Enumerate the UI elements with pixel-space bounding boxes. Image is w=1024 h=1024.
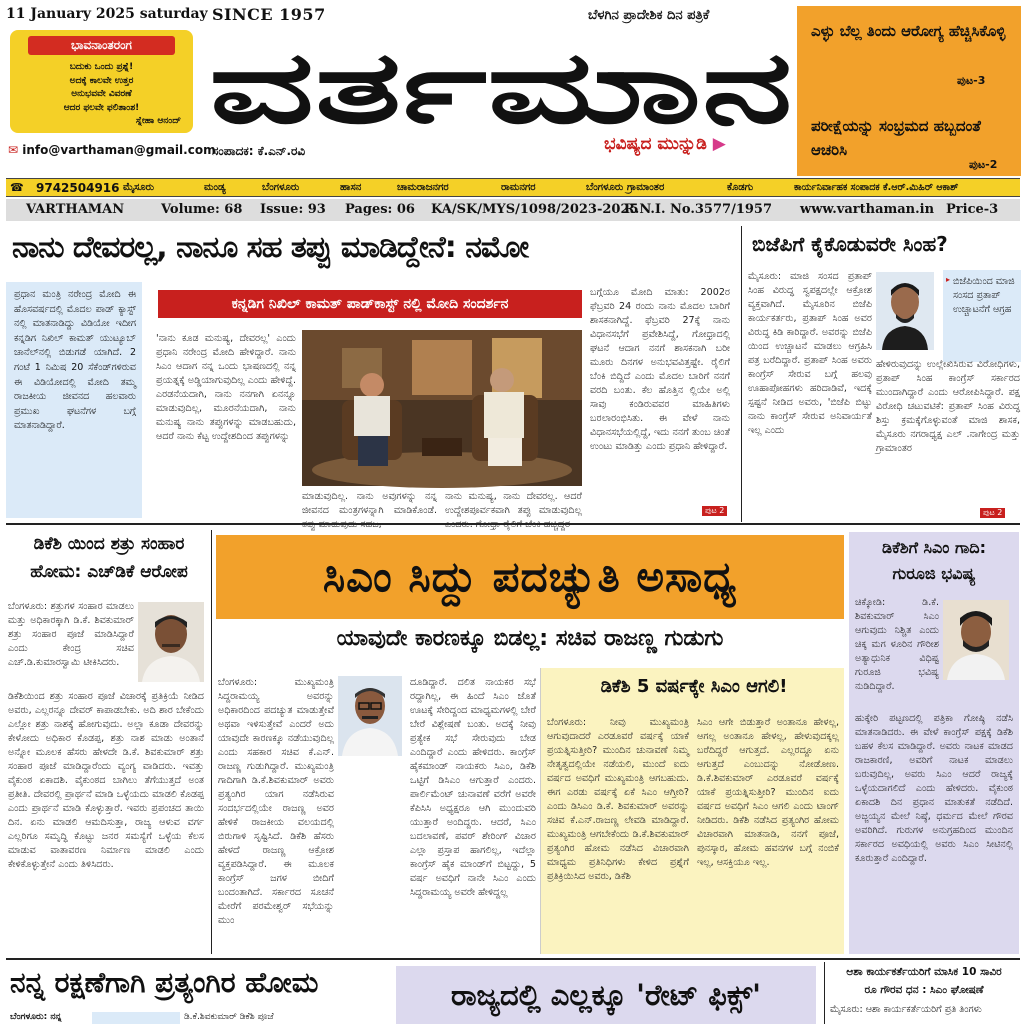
slogan: ಭವಿಷ್ಯದ ಮುನ್ನುಡಿ ▶	[604, 134, 726, 154]
asha-lead: ಮೈಸೂರು: ಆಶಾ ಕಾರ್ಯಕರ್ತೆಯರಿಗೆ ಪ್ರತಿ ತಿಂಗಳು	[830, 1004, 982, 1015]
city-item[interactable]: ಮಂಡ್ಯ	[204, 182, 226, 193]
bhava-line: ಅನುಭವವೇ ವಿವರಣೆ	[71, 89, 132, 99]
promo-first-title: ಎಳ್ಳು ಬೆಲ್ಲ ತಿಂದು ಆರೋಗ್ಯ ಹೆಚ್ಚಿಸಿಕೊಳ್ಳಿ	[811, 22, 1006, 40]
hdk-headline-line2: ಹೋಮ: ಎಚ್‌ಡಿಕೆ ಆರೋಪ	[30, 562, 188, 582]
bhava-author: ಸ್ನೇಹಾ ಆನಂದ್	[135, 116, 181, 126]
promo-second-title: ಪರೀಕ್ಷೆಯನ್ನು ಸಂಭ್ರಮದ ಹಬ್ಬದಂತೆ ಆಚರಿಸಿ	[811, 117, 981, 159]
info-item: KA/SK/MYS/1098/2023-2025	[431, 202, 639, 217]
info-item[interactable]: www.varthaman.in	[800, 202, 935, 217]
city-item[interactable]: ಮೈಸೂರು	[123, 182, 155, 193]
homa-lead-2: ಡಿ.ಕೆ.ಶಿವಕುಮಾರ್ ಡಿಕೆಶಿ ಪೂಜೆ	[184, 1012, 274, 1022]
info-item: R.N.I. No.3577/1957	[624, 202, 773, 217]
hdk-body: ಡಿಕೆಶಿಯಿಂದ ಶತ್ರು ಸಂಹಾರ ಪೂಜೆ ವಿಚಾರಕ್ಕೆ ಪ್ರತಿಕ್ರಿಯೆ ನೀಡಿದ ಅವರು, ಎಲ್ಲರನ್ನೂ ದೇವರ್‌ ಕಾಪಾಡಬೇಕು. ಅದಿ ಶಾರ ಬೇಕೆಂದು ಎಲ್ಲೋ ಶತ್ರು ನಾಶಕ್ಕೆ ಹೋಗುವುದು. ಅಲ್ಲಾ ಕೂಡಾ ದೇವರನ್ನು ಕೇಳೋದು ಅಧಿಕಾರ ಕೊಡಪ್ಪ, ಶತ್ರು ನಾಶ ಮಾಡು ಅಂತಾನೆ ಅನ್ನೋ ಮೂಲಕ ಹೆಸರು ಹೇಳದೇ ಡಿ.ಕೆ. ಶಿವಕುಮಾರ್ ಶತ್ರು ಸಂಹಾರ ಪೂಜೆ ಮಾಡಿದ್ದಾರೆಂದು ವ್ಯಂಗ್ಯ ವಾಡಿದರು. ಇವತ್ತು ವೈಕುಂಠ ಏಕಾದಶಿ. ವೈಕುಂಠದ ಬಾಗಿಲು ತೆಗೆಯುತ್ತದೆ ಅಂತ ಪ್ರತೀತಿ. ದೇವರಲ್ಲಿ ಪ್ರಾರ್ಥನೆ ಮಾಡಿ ಒಳ್ಳೆಯದು ಮಾಡಲಿ ಕೊಡಪ್ಪ ಎಂದು ಪ್ರಾರ್ಥನೆ ಮಾಡಿ ಕೊಳ್ಳುತ್ತಾರೆ. ಇವರು ಪ್ರಪಂಚದ ತಾಯಿ ದಿನ. ಏನು ಮಾಡಲಿ ಆಮದಿಸುತ್ತಾ, ರಾಜ್ಯ ಆಳುವ ವರ್ಗ ಎಲ್ಲರಿಗೂ ಸಮೃದ್ಧಿ ಕೊಟ್ಟು ಜನರ ಸಮಸ್ಯೆಗೆ ಒಳ್ಳೆಯ ಕೆಲಸ ಮಾಡುವ ವಾತಾವರಣ ನಿರ್ಮಾಣ ಮಾಡಲಿ ಎಂದು ಕೇಳಿಕೊಳ್ಳುತ್ತೇನೆ ಎಂದು ತಿಳಿಸಿದರು.	[8, 691, 204, 870]
homa-highlight	[92, 1012, 180, 1024]
bhava-line: ಆದರ ಫಲವೇ ಫಲಿತಾಂಶ!	[63, 102, 140, 113]
simha-sidebox	[943, 270, 1021, 362]
guruji-headline-line1: ಡಿಕೆಶಿಗೆ ಸಿಎಂ ಗಾದಿ:	[881, 538, 987, 557]
guruji-body: ಹುಕ್ಕೇರಿ ಪಟ್ಟಣದಲ್ಲಿ ಪತ್ರಿಕಾ ಗೋಷ್ಠಿ ನಡೆಸಿ ಮಾತನಾಡಿದರು. ಈ ವೇಳೆ ಕಾಂಗ್ರೆಸ್ ಪಕ್ಷಕ್ಕೆ ಡಿಕೆಶಿ ಬಹಳ ಕೆಲಸ ಮಾಡಿದ್ದಾರೆ. ಅವರು ನಾಟಕ ಮಾಡದ ರಾಜಕಾರಣಿ, ಅವರಿಗೆ ನಾಟಕ ಮಾಡಲು ಬರುವುದಿಲ್ಲ, ಅವರು ಸಿಎಂ ಆದರೆ ರಾಜ್ಯಕ್ಕೆ ಒಳ್ಳೆಯದಾಗಲಿದೆ ಎಂದು ಹೇಳಿದರು. ವೈಕುಂಠ ಏಕಾದಶಿ ದಿನ ಪ್ರಧಾನ ಮಾತುಕತೆ ನಡೆದಿದೆ. ಅಜ್ಜಯ್ಯನ ಮೇಲೆ ನಿಷ್ಠೆ, ಧರ್ಮದ ಮೇಲೆ ಗೌರವ ಅವರಿಗಿದೆ. ಗುರುಗಳ ಅನುಗ್ರಹದಿಂದ ಮುಂದಿನ ಸರ್ಕಾರದ ಅವಧಿಯಲ್ಲಿ ಅವರು ಸಿಎಂ ಸೀಟಿನಲ್ಲಿ ಕೂರುತ್ತಾರೆ ಎಂದಿದ್ದಾರೆ.	[855, 713, 1013, 864]
simha-portrait	[876, 272, 934, 350]
modi-col1: 'ನಾನು ಕೂಡ ಮನುಷ್ಯ, ದೇವರಲ್ಲ' ಎಂದು ಪ್ರಧಾನಿ ನರೇಂದ್ರ ಮೋದಿ ಹೇಳಿದ್ದಾರೆ. ನಾನು ಸಿಎಂ ಆದಾಗ ನನ್ನ ಒಂದು ಭಾಷಣದಲ್ಲಿ ನನ್ನ ಪ್ರಯತ್ನಕ್ಕೆ ಅಡ್ಡಿಯಾಗುವುದಿಲ್ಲ ಎಂದು ಹೇಳಿದ್ದೆ. ಎರಡನೆಯದಾಗಿ, ನಾನು ನನಗಾಗಿ ಏನನ್ನೂ ಮಾಡುವುದಿಲ್ಲ, ಮೂರನೆಯದಾಗಿ, ನಾನು ಮನುಷ್ಯ ನಾನು ತಪ್ಪುಗಳನ್ನು ಮಾಡಬಹುದು, ಆದರೆ ನಾನು ಕೆಟ್ಟ ಉದ್ದೇಶದಿಂದ ತಪ್ಪುಗಳನ್ನು	[156, 333, 296, 442]
editor-line: ಸಂಪಾದಕ: ಕೆ.ಎನ್.ರವಿ	[212, 144, 306, 158]
modi-col3: ನಾನು ಮನುಷ್ಯ, ನಾನು ದೇವರಲ್ಲ. ಆದರೆ ಉದ್ದೇಶಪೂರ್ವಕವಾಗಿ ತಪ್ಪು ಮಾಡುವುದಿಲ್ಲ	[445, 491, 582, 516]
hdk-lead: ಬೆಂಗಳೂರು: ಶತ್ರುಗಳ ಸಂಹಾರ ಮಾಡಲು ಮತ್ತು ಅಧಿಕಾರಕ್ಕಾಗಿ ಡಿ.ಕೆ. ಶಿವಕುಮಾರ್ ಶತ್ರು ಸಂಹಾರ ಪೂಜೆ ಮಾಡಿಸಿದ್ದಾರೆ ಎಂದು ಕೇಂದ್ರ ಸಚಿವ ಎಚ್.ಡಿ.ಕುಮಾರಸ್ವಾಮಿ ಟೀಕಿಸಿದರು.	[8, 601, 134, 668]
info-item: Issue: 93	[260, 202, 326, 217]
city-item[interactable]: ಕೊಡಗು	[727, 182, 754, 193]
logo-wordmark: ವರ್ತಮಾನ	[209, 29, 793, 146]
city-item[interactable]: ರಾಮನಗರ	[501, 182, 536, 193]
modi-sidebox-text: ಪ್ರಧಾನ ಮಂತ್ರಿ ನರೇಂದ್ರ ಮೋದಿ ಈ ಹೊಸವರ್ಷದಲ್ಲಿ ಮೊದಲ ಪಾಡ್ ಕ್ಯಾಸ್ಟ್ ನಲ್ಲಿ ಮಾತನಾಡಿದ್ದು ವಿಡಿಯೋ ಇದೀಗ ಕನ್ನಡಿಗ ನಿಖಿಲ್ ಕಾಮತ್ ಯುಟ್ಯೂಬ್ ಚಾನೆಲ್‌ನಲ್ಲಿ ಬಿಡುಗಡೆ ಯಾಗಿದೆ. 2 ಗಂಟೆ 1 ನಿಮಿಷ 20 ಸೆಕೆಂಡ್‌ಗಳಿರುವ ಈ ವಿಡಿಯೋದಲ್ಲಿ ಮೋದಿ ತಮ್ಮ ರಾಜಕೀಯ ಜೀವನದ ಹಲವಾರು ಪ್ರಮುಖ ಘಟನೆಗಳ ಬಗ್ಗೆ ಮಾತನಾಡಿದ್ದಾರೆ.	[14, 289, 136, 432]
mail-icon: ✉	[8, 143, 19, 157]
rate-headline: ರಾಜ್ಯದಲ್ಲಿ ಎಲ್ಲಕ್ಕೂ 'ರೇಟ್ ಫಿಕ್ಸ್'	[396, 966, 816, 1024]
promo-second-page: ಪುಟ-2	[969, 158, 998, 171]
bhava-lines	[10, 61, 193, 129]
podcast-scene	[302, 330, 582, 486]
masthead-tagline: ಬೆಳಗಿನ ಪ್ರಾದೇಶಿಕ ದಿನ ಪತ್ರಿಕೆ	[588, 8, 710, 23]
info-item: Price-3	[946, 202, 999, 217]
issue-date: 11 January 2025 saturday	[6, 6, 208, 22]
bhava-line: ಬದುಕು ಒಂದು ಪ್ರಶ್ನೆ!	[69, 62, 134, 72]
info-item: Pages: 06	[345, 202, 415, 217]
modi-banner: ಕನ್ನಡಿಗ ನಿಖಿಲ್ ಕಾಮತ್ ಪಾಡ್‌ಕಾಸ್ಟ್ ನಲ್ಲಿ ಮೋದಿ ಸಂದರ್ಶನ	[158, 290, 582, 318]
dk5-col1: ಬೆಂಗಳೂರು: ನೀವು ಮುಖ್ಯಮಂತ್ರಿ ಆಗುವುದಾದರೆ ಎರಡೂವರೆ ವರ್ಷಕ್ಕೆ ಯಾಕೆ ಪ್ರಯತ್ನಿಸುತ್ತೀರಿ? ಮುಂದಿನ ಚುನಾವಣೆ ನಿಮ್ಮ ನೇತೃತ್ವದಲ್ಲಿಯೇ ನಡೆಯಲಿ, ಮುಂದೆ ಐದು ವರ್ಷದ ಅವಧಿಗೆ ಮುಖ್ಯಮಂತ್ರಿ ಆಗಬಹುದು. ಈಗ ಎರಡು ವರ್ಷಕ್ಕೆ ಏಕೆ ಸಿಎಂ ಆಗ್ತೀರಿ? ಎಂದು ಡಿಸಿಎಂ ಡಿ.ಕೆ. ಶಿವಕುಮಾರ್ ಅವರನ್ನು ಸಚಿವ ಕೆ.ಎನ್.ರಾಜಣ್ಣ ಲೇವಡಿ ಮಾಡಿದ್ದಾರೆ. ಮುಖ್ಯಮಂತ್ರಿ ಆಗಬೇಕೆಂದು ಡಿ.ಕೆ.ಶಿವಕುಮಾರ್ ಪ್ರತ್ಯಂಗಿರ ಹೋಮ ನಡೆಸಿದ ವಿಚಾರವಾಗಿ ಮಾಧ್ಯಮ ಪ್ರತಿನಿಧಿಗಳು ಕೇಳಿದ ಪ್ರಶ್ನೆಗೆ ಪ್ರತಿಕ್ರಿಯಿಸಿದ ಅವರು, ಡಿಕೆಶಿ	[547, 717, 689, 882]
city-band	[6, 178, 1020, 197]
phone-icon: ☎	[10, 181, 24, 194]
city-item[interactable]: ಚಾಮರಾಜನಗರ	[397, 182, 449, 193]
phone-number[interactable]: 9742504916	[36, 181, 120, 195]
info-bar	[6, 199, 1020, 221]
rajanna-portrait	[338, 676, 402, 756]
simha-lead: ಮೈಸೂರು: ಮಾಜಿ ಸಂಸದ ಪ್ರತಾಪ್ ಸಿಂಹ ವಿರುದ್ಧ ಸ್ವಪಕ್ಷದಲ್ಲೇ ಆಕ್ರೋಶ ವ್ಯಕ್ತವಾಗಿದೆ. ಮೈಸೂರಿನ ಬಿಜೆಪಿ ಕಾರ್ಯಕರ್ತರು, ಪ್ರತಾಪ್ ಸಿಂಹ ಅವರ ವಿರುದ್ಧ ಕಿಡಿ ಕಾರಿದ್ದಾರೆ. ಅವರನ್ನು ಬಿಜೆಪಿ ಯಿಂದ ಉಚ್ಚಾಟನೆ ಮಾಡಲು ಆಗ್ರಹಿಸಿ ಪತ್ರ ಬರೆದಿದ್ದಾರೆ. ಪ್ರತಾಪ್ ಸಿಂಹ ಅವರು ಕಾಂಗ್ರೆಸ್ ಸೇರುವ ಬಗ್ಗೆ ಹಲವು ಊಹಾಪೋಹಗಳು ಹರಿದಾಡಿವೆ, ಇದಕ್ಕೆ ಸ್ಪಷ್ಟನೆ ನೀಡಿದ ಅವರು, 'ಬಿಜೆಪಿ ಬಿಟ್ಟು ನಾನು ಕಾಂಗ್ರೆಸ್ ಸೇರುವ ಅನಿವಾರ್ಯತೆ ಇಲ್ಲ ಎಂದು	[748, 271, 872, 436]
email-line[interactable]	[8, 143, 216, 157]
since-label: SINCE 1957	[212, 5, 326, 24]
simha-page-ref[interactable]: ಪುಟ 2	[980, 508, 1005, 518]
cm-col2: ದೂಡಿದ್ದಾರೆ. ದಲಿತ ನಾಯಕರ ಸಭೆ ರದ್ದಾಗಿಲ್ಲ, ಈ ಹಿಂದೆ ಸಿಎಂ ಜೊತೆ ಊಟಕ್ಕೆ ಸೇರಿದ್ದಂದ ಮಾಧ್ಯಮಗಳಲ್ಲಿ ಬೇರೆ ಬೇರೆ ವಿಶ್ಲೇಷಣೆ ಬಂತು. ಅದಕ್ಕೆ ನೀವು ಪ್ರತ್ಯೇಕ ಸಭೆ ಸೇರುವುದು ಬೇಡ ಎಂದಿದ್ದಾರೆ ಎಂದು ಹೇಳಿದರು. ಕಾಂಗ್ರೆಸ್ ಹೈಕಮಾಂಡ್ ನಾಯಕರು ಸಿಎಂ, ಡಿಕೆಶಿ ಒಟ್ಟಿಗೆ ಡಿಸಿಎಂ ಆಗುತ್ತಾರೆ ಎಂದರು. ಪಾರ್ಲಿಮೆಂಟ್ ಚುನಾವಣೆ ವರೆಗೆ ಅವರೇ ಕೆಪಿಸಿಸಿ ಅಧ್ಯಕ್ಷರೂ ಆಗಿ ಮುಂದುವರಿ ಯುತ್ತಾರೆ ಅಂದಿದ್ದರು. ಆದರೆ, ಸಿಎಂ ಬದಲಾವಣೆ, ಪವರ್ ಶೇರಿಂಗ್ ವಿಚಾರ ಎಲ್ಲಾ ಪ್ರಸ್ತಾಪ ಹಾಗಲಿಲ್ಲ, ಇದೆಲ್ಲಾ ಕಾಂಗ್ರೆಸ್ ಹೈಕ ಮಾಂಡ್‌ಗೆ ಬಿಟ್ಟದ್ದು, 5 ವರ್ಷ ಅವಧಿಗೆ ನಾನೇ ಸಿಎಂ ಎಂದು ಸಿದ್ದರಾಮಯ್ಯ ಅವರೇ ಹೇಳಿದ್ದಲ್ಲ	[410, 677, 536, 898]
email-text: info@varthaman@gmail.com	[22, 143, 216, 157]
modi-sidebox	[6, 282, 142, 518]
info-item: Volume: 68	[161, 202, 243, 217]
simha-right: ಹೇಳಿರುವುದನ್ನು ಉಲ್ಲೇಖಿಸಿರುವ ವಿರೋಧಿಗಳು, ಪ್ರತಾಪ್ ಸಿಂಹ ಕಾಂಗ್ರೆಸ್ ಸರ್ಕಾರದ ಮುಂದಾಗಿದ್ದಾರೆ ಎಂದು ಆರೋಪಿಸಿದ್ದಾರೆ. ಪಕ್ಷ ವಿರೋಧಿ ಚಟುವಟಿಕೆ: ಪ್ರತಾಪ್ ಸಿಂಹ ವಿರುದ್ಧ ಶಿಸ್ತು ಕ್ರಮಕ್ಕೆಗೊಳ್ಳುವಂತೆ ಮಾಜಿ ಶಾಸಕ, ಮೈಸೂರು ನಗರಾಧ್ಯಕ್ಷ ಎಲ್ .ನಾಗೇಂದ್ರ ಮತ್ತು ಗ್ರಾಮಾಂತರ	[876, 359, 1020, 454]
info-item: VARTHAMAN	[26, 202, 125, 217]
promo-first-page: ಪುಟ-3	[957, 74, 986, 87]
simha-photo	[876, 272, 934, 350]
city-item[interactable]: ಬೆಂಗಳೂರು	[262, 182, 300, 193]
homa-lead: ಬೆಂಗಳೂರು: ನನ್ನ	[10, 1012, 62, 1022]
asha-headline-2: ರೂ ಗೌರವ ಧನ : ಸಿಎಂ ಘೋಷಣೆ	[864, 984, 984, 996]
guruji-box	[849, 532, 1019, 954]
simha-sidebox-text: ಬಿಜೆಪಿಯಿಂದ ಮಾಜಿ ಸಂಸದ ಪ್ರತಾಪ್ ಉಚ್ಚಾಟನೆಗೆ ಆಗ್ರಹ	[953, 276, 1015, 315]
hdk-headline-line1: ಡಿಕೆಶಿ ಯಿಂದ ಶತ್ರು ಸಂಹಾರ	[33, 534, 185, 554]
dk5-box	[540, 668, 844, 954]
promo-box[interactable]	[797, 6, 1021, 176]
simha-headline: ಬಿಜೆಪಿಗೆ ಕೈಕೊಡುವರೇ ಸಿಂಹ?	[752, 232, 948, 256]
modi-page-ref[interactable]: ಪುಟ 2	[702, 506, 727, 516]
rajanna-photo	[338, 676, 402, 756]
cm-col1-cont	[218, 758, 406, 954]
cm-subheadline: ಯಾವುದೇ ಕಾರಣಕ್ಕೂ ಬಿಡಲ್ಲ: ಸಚಿವ ರಾಜಣ್ಣ ಗುಡುಗು	[336, 626, 724, 651]
exec-editor: ಕಾರ್ಯನಿರ್ವಾಹಕ ಸಂಪಾದಕ ಕೆ.ಆರ್.ಮಿಹಿರ್ ಆಕಾಶ್	[794, 182, 959, 193]
modi-col2: ಮಾಡುವುದಿಲ್ಲ. ನಾನು ಅವುಗಳನ್ನು ನನ್ನ ಜೀವನದ ಮಂತ್ರಗಳನ್ನಾಗಿ ಮಾಡಿಕೊಂಡೆ.	[302, 491, 437, 516]
slogan-arrow-icon: ▶	[712, 134, 726, 154]
guruji-portrait	[943, 600, 1009, 680]
bhava-box	[10, 30, 193, 133]
modi-headline: ನಾನು ದೇವರಲ್ಲ, ನಾನೂ ಸಹ ತಪ್ಪು ಮಾಡಿದ್ದೇನೆ: ನಮೋ	[12, 230, 529, 265]
dk5-col2: ಸಿಎಂ ಆಗೇ ಬಿಡುತ್ತಾರೆ ಅಂತಾನೂ ಹೇಳಲ್ಲ, ಆಗಲ್ಲ ಅಂತಾನೂ ಹೇಳಲ್ಲ, ಹೇಳುವುದಕ್ಕಲ್ಲ ಬರೆದಿದ್ದರೆ ಆಗುತ್ತದೆ. ಎಲ್ಲರದ್ದೂ ಏನು ಆಗುತ್ತದೆ ಎಂಬುದನ್ನು ನೋಡೋಣ. ಡಿ.ಕೆ.ಶಿವಕುಮಾರ್ ಎರಡೂವರೆ ವರ್ಷಕ್ಕೆ ಯಾಕೆ ಪ್ರಯತ್ನಿಸುತ್ತೀರಿ? ಮುಂದಿನ ಐದು ವರ್ಷದ ಅವಧಿಗೆ ಸಿಎಂ ಆಗಲಿ ಎಂದು ಟಾಂಗ್ ನೀಡಿದರು. ಡಿಕೆಶಿ ನಡೆಸಿದ ಪ್ರತ್ಯಂಗಿರ ಹೋಮ ವಿಚಾರವಾಗಿ ಮಾತನಾಡಿ, ನನಗೆ ಪೂಜೆ, ಪುನಸ್ಕಾರ, ಹೋಮ ಹವನಗಳ ಬಗ್ಗೆ ನಂಬಿಕೆ ಇಲ್ಲ, ಆಸಕ್ತಿಯೂ ಇಲ್ಲ.	[697, 717, 839, 868]
modi-col4: ಬಗ್ಗೆಯೂ ಮೋದಿ ಮಾತು: 2002ರ ಫೆಬ್ರವರಿ 24 ರಂದು ನಾನು ಮೊದಲ ಬಾರಿಗೆ ಶಾಸಕನಾಗಿದ್ದೆ. ಫೆಬ್ರವರಿ 27ಕ್ಕೆ ನಾನು ವಿಧಾನಸಭೆಗೆ ಪ್ರವೇಶಿಸಿದ್ದೆ, ಗೋಧ್ರಾದಲ್ಲಿ ಘಟನೆ ಆದಾಗ ನನಗೆ ಶಾಸಕನಾಗಿ ಬರೀ ಮೂರು ದಿನಗಳ ಅನುಭವವಿತ್ತಷ್ಟೇ. ರೈಲಿಗೆ ಬೆಂಕಿ ಬಿದ್ದಿದೆ ಎಂದು ಮೊದಲ ಬಾರಿಗೆ ನನಗೆ ವರದಿ ಬಂತು. ಕೆಲ ಹೊತ್ತಿನ ಲ್ಲಿಯೇ ಅಲ್ಲಿ ಸಾವು ಕಂಡಿರುವವರ ಮಾಹಿತಿಗಳು ಬರಲಾರಂಭಿಸಿತು. ಈ ವೇಳೆ ನಾನು ವಿಧಾನಸಭೆಯಲ್ಲಿದ್ದೆ, ಇದು ನನಗೆ ತುಂಬ ಚಿಂತೆ ಉಂಟು ಮಾಡಿತ್ತು ಎಂದು ಪ್ರಧಾನಿ ಹೇಳಿದ್ದಾರೆ.	[590, 287, 730, 452]
guruji-photo	[943, 600, 1009, 680]
bullet-icon: ▸	[946, 275, 951, 284]
cm-headline: ಸಿಎಂ ಸಿದ್ದು ಪದಚ್ಯುತಿ ಅಸಾಧ್ಯ	[216, 535, 844, 619]
dk5-headline: ಡಿಕೆಶಿ 5 ವರ್ಷಕ್ಕೇ ಸಿಎಂ ಆಗಲಿ!	[600, 676, 788, 697]
hdk-photo	[138, 602, 204, 682]
asha-headline-1: ಆಶಾ ಕಾರ್ಯಕರ್ತೆಯರಿಗೆ ಮಾಸಿಕ 10 ಸಾವಿರ	[846, 966, 1002, 978]
guruji-lead: ಚಿಕ್ಕೋಡಿ: ಡಿ.ಕೆ. ಶಿವಕುಮಾರ್ ಸಿಎಂ ಆಗುವುದು ನಿಶ್ಚಿತ ಎಂದು ಚಿಕ್ಕ ಮಗ ಳೂರಿನ ಗೌರೀಶ ಅತ್ಯಾಧುನಿಕ ವಿಧಿಷ್ಟ ಗುರೂಜಿ ಭವಿಷ್ಯ ನುಡಿದಿದ್ದಾರೆ.	[855, 597, 939, 692]
cm-col1: ಬೆಂಗಳೂರು: ಮುಖ್ಯಮಂತ್ರಿ ಸಿದ್ದರಾಮಯ್ಯ ಅವರನ್ನು ಅಧಿಕಾರದಿಂದ ಪದಚ್ಯುತ ಮಾಡುತ್ತೇವೆ ಅಥವಾ ಇಳಿಸುತ್ತೇವೆ ಎಂದರೆ ಅದು ಯಾವುದೇ ಕಾರಣಕ್ಕೂ ನಡೆಯುವುದಿಲ್ಲ ಎಂದು ಸಹಕಾರ ಸಚಿವ ಕೆ.ಎನ್. ರಾಜಣ್ಣ ಗುಡುಗಿದ್ದಾರೆ. ಮುಖ್ಯಮಂತ್ರಿ ಗಾದಿಗಾಗಿ ಡಿ.ಕೆ.ಶಿವಕುಮಾರ್ ಅವರು ಪ್ರತ್ಯಂಗಿರ ಯಾಗ ನಡೆಸಿರುವ ಸಂದರ್ಭದಲ್ಲಿಯೇ ರಾಜಣ್ಣ ಅವರ ಹೇಳಿಕೆ ರಾಜಕೀಯ ವಲಯದಲ್ಲಿ ಬಿರುಗಾಳಿ ಸೃಷ್ಟಿಸಿದೆ. ಡಿಕೆಶಿ ಹೆಸರು ಹೇಳದೆ ರಾಜಣ್ಣ ಆಕ್ರೋಶ ವ್ಯಕ್ತಪಡಿಸಿದ್ದಾರೆ. ಈ ಮೂಲಕ ಕಾಂಗ್ರೆಸ್ ಜಗಳ ಬೀದಿಗೆ ಬಂದಂತಾಗಿದೆ. ಸರ್ಕಾರದ ಸೂಚನೆ ಮೇರೆಗೆ ಪರಮೇಶ್ವರ್ ಸಭೆಯನ್ನು ಮುಂ	[218, 677, 334, 926]
city-item[interactable]: ಹಾಸನ	[340, 182, 362, 193]
bhava-line: ಅದಕ್ಕೆ ಕಾಲವೇ ಉತ್ತರ	[69, 75, 134, 86]
hdk-portrait	[138, 602, 204, 682]
guruji-headline-line2: ಗುರೂಜಿ ಭವಿಷ್ಯ	[892, 564, 976, 583]
city-item[interactable]: ಬೆಂಗಳೂರು ಗ್ರಾಮಾಂತರ	[586, 182, 665, 193]
podcast-photo	[302, 330, 582, 486]
bhava-title: ಭಾವನಾಂತರಂಗ	[28, 36, 175, 55]
homa-headline: ನನ್ನ ರಕ್ಷಣೆಗಾಗಿ ಪ್ರತ್ಯಂಗಿರ ಹೋಮ	[10, 966, 319, 999]
